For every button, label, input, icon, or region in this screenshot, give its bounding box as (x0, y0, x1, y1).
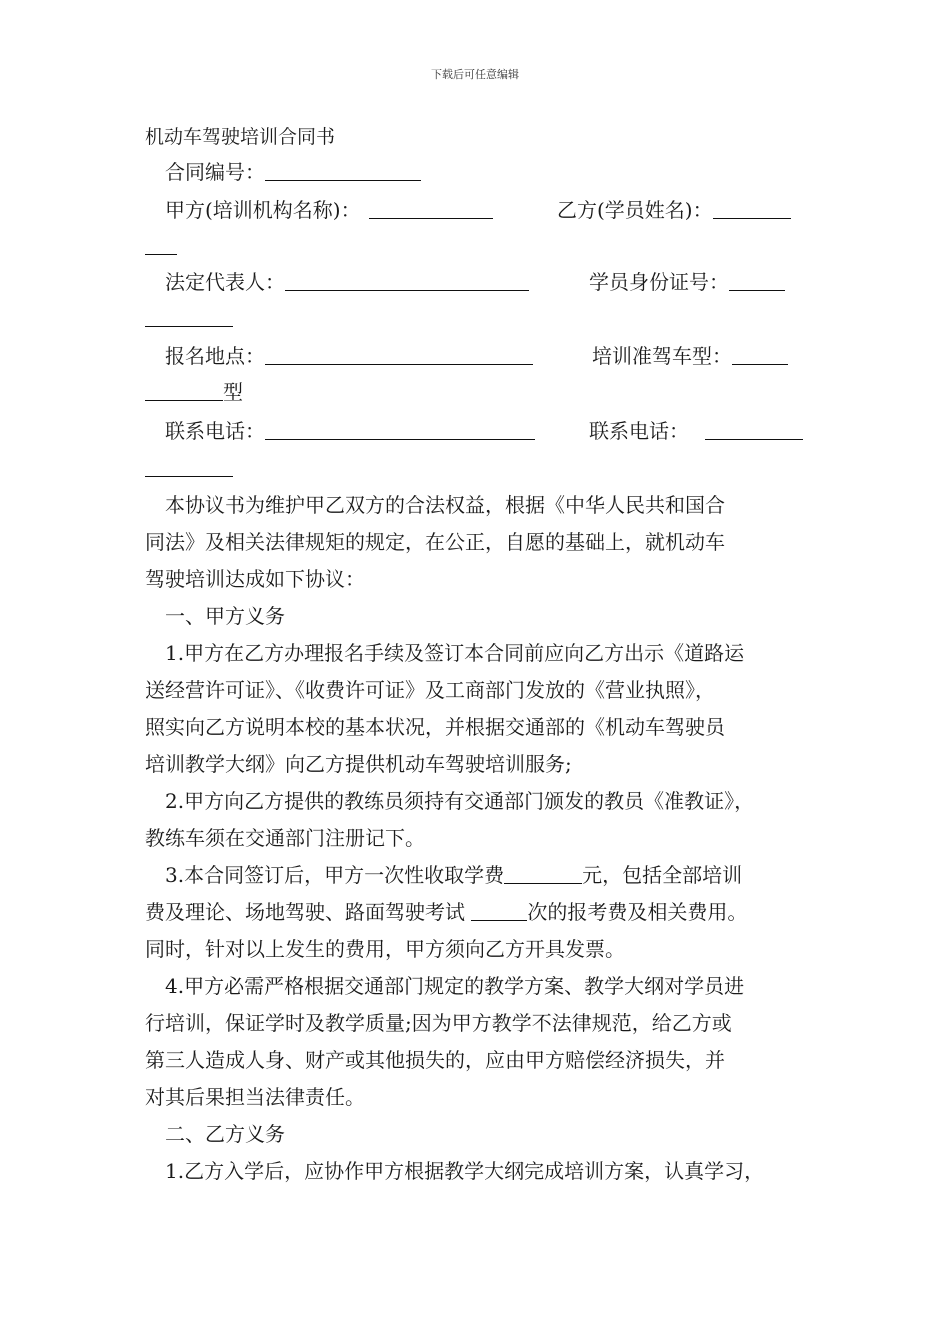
contract-number-blank[interactable] (265, 162, 421, 181)
phone-a-line (165, 419, 535, 443)
document-title: 机动车驾驶培训合同书 (145, 126, 336, 148)
legal-rep-line (165, 270, 529, 294)
clause-a2-line-1: 2.甲方向乙方提供的教练员须持有交通部门颁发的教员《准教证》， (165, 789, 755, 813)
clause-a1-line-4: 培训教学大纲》向乙方提供机动车驾驶培训服务; (145, 752, 572, 776)
signup-place-blank[interactable] (265, 346, 533, 365)
phone-a-blank[interactable] (265, 421, 535, 440)
intro-line-3: 驾驶培训达成如下协议： (145, 567, 365, 591)
party-a-label: 甲方(培训机构名称)： (165, 198, 361, 222)
page-header-note: 下载后可任意编辑 (431, 68, 519, 81)
section-heading-party-b: 二、乙方义务 (165, 1122, 285, 1146)
clause-a3-line-2 (145, 900, 747, 924)
clause-a1-line-1: 1.甲方在乙方办理报名手续及签订本合同前应向乙方出示《道路运 (165, 641, 745, 665)
clause-a1-line-2: 送经营许可证》、《收费许可证》及工商部门发放的《营业执照》， (145, 678, 715, 702)
legal-rep-blank[interactable] (285, 272, 529, 291)
vehicle-type-label: 培训准驾车型： (592, 344, 732, 368)
vehicle-type-suffix: 型 (223, 380, 243, 404)
clause-a4-line-3: 第三人造成人身、财产或其他损失的，应由甲方赔偿经济损失，并 (145, 1048, 725, 1072)
section-heading-party-a: 一、甲方义务 (165, 604, 285, 628)
party-b-label: 乙方(学员姓名)： (557, 198, 713, 222)
intro-line-2: 同法》及相关法律规矩的规定，在公正，自愿的基础上，就机动车 (145, 530, 725, 554)
phone-b-blank-cont (145, 456, 233, 480)
clause-b1-line-1: 1.乙方入学后，应协作甲方根据教学大纲完成培训方案，认真学习， (165, 1159, 765, 1183)
phone-b-blank-continued[interactable] (145, 458, 233, 477)
student-id-line (589, 270, 785, 294)
intro-line-1: 本协议书为维护甲乙双方的合法权益，根据《中华人民共和国合 (165, 493, 725, 517)
party-a-blank[interactable] (369, 200, 493, 219)
party-b-blank-continued[interactable] (145, 236, 177, 255)
clause-a4-line-2: 行培训，保证学时及教学质量;因为甲方教学不法律规范，给乙方或 (145, 1011, 732, 1035)
clause-a3-line-3: 同时，针对以上发生的费用，甲方须向乙方开具发票。 (145, 937, 625, 961)
clause-a2-line-2: 教练车须在交通部门注册记下。 (145, 826, 425, 850)
party-b-blank-cont (145, 234, 177, 258)
phone-a-label: 联系电话： (165, 419, 265, 443)
party-b-blank[interactable] (713, 200, 791, 219)
clause-a4-line-1: 4.甲方必需严格根据交通部门规定的教学方案、教学大纲对学员进 (165, 974, 745, 998)
legal-rep-label: 法定代表人： (165, 270, 285, 294)
vehicle-type-blank-continued[interactable] (145, 382, 223, 401)
clause-a3-text-c: 费及理论、场地驾驶、路面驾驶考试 (145, 900, 472, 924)
contract-number-line (165, 160, 421, 184)
clause-a3-text-d: 次的报考费及相关费用。 (527, 900, 748, 924)
tuition-blank[interactable] (504, 865, 582, 884)
student-id-blank-continued[interactable] (145, 308, 233, 327)
vehicle-type-blank[interactable] (732, 346, 788, 365)
party-b-line (557, 198, 791, 222)
exam-count-blank[interactable] (471, 902, 527, 921)
phone-b-label: 联系电话： (589, 419, 689, 443)
signup-place-line (165, 344, 533, 368)
signup-place-label: 报名地点： (165, 344, 265, 368)
party-a-line (165, 198, 493, 222)
vehicle-type-line (592, 344, 788, 368)
phone-b-line (589, 419, 803, 443)
student-id-blank[interactable] (729, 272, 785, 291)
phone-b-blank[interactable] (705, 421, 803, 440)
vehicle-type-cont (145, 380, 243, 404)
clause-a4-line-4: 对其后果担当法律责任。 (145, 1085, 365, 1109)
contract-number-label: 合同编号： (165, 160, 265, 184)
clause-a3-line-1 (165, 863, 742, 887)
student-id-blank-cont (145, 306, 233, 330)
clause-a1-line-3: 照实向乙方说明本校的基本状况，并根据交通部的《机动车驾驶员 (145, 715, 725, 739)
clause-a3-text-b: 元，包括全部培训 (582, 863, 743, 887)
clause-a3-text-a: 3.本合同签订后，甲方一次性收取学费 (165, 863, 505, 887)
student-id-label: 学员身份证号： (589, 270, 729, 294)
